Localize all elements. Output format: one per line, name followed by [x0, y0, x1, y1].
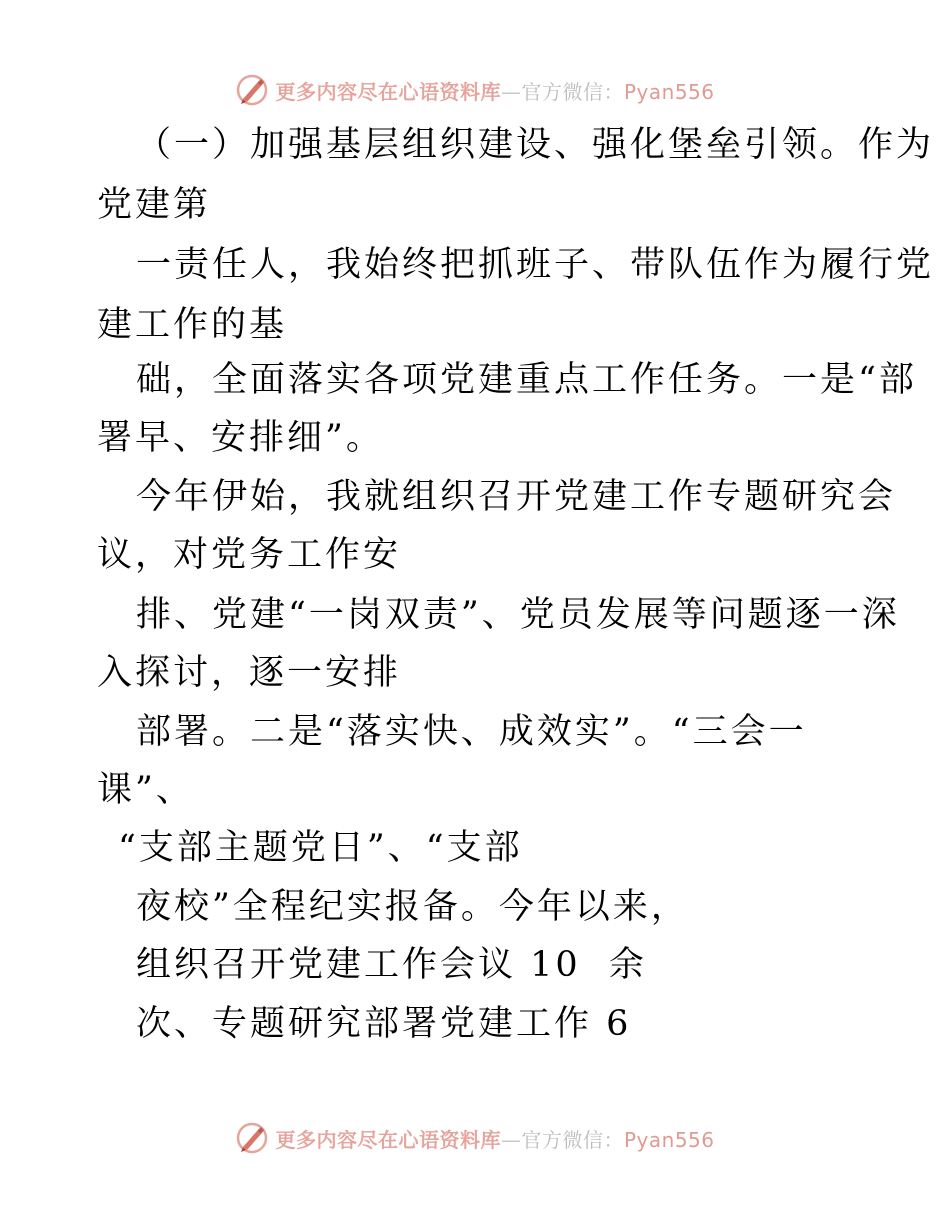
text-line: 部署。二是“落实快、成效实”。“三会一	[136, 712, 807, 752]
text-line: 署早、安排细”。	[97, 418, 384, 458]
watermark-wechat-label: 官方微信：	[521, 79, 624, 104]
text-line: 夜校”全程纪实报备。今年以来，	[136, 887, 689, 927]
watermark-main: 更多内容尽在心语资料库	[275, 1127, 501, 1152]
text-line: 入探讨，逐一安排	[97, 653, 402, 693]
text-line: 课”、	[97, 770, 194, 810]
text-line: （一）加强基层组织建设、强化堡垒引领。作为	[136, 125, 935, 165]
watermark-wechat-label: 官方微信：	[521, 1127, 624, 1152]
watermark-main: 更多内容尽在心语资料库	[275, 79, 501, 104]
text-line: 次、专题研究部署党建工作 6	[136, 1004, 632, 1044]
text-line: 础，全面落实各项党建重点工作任务。一是“部	[136, 360, 917, 400]
watermark-text	[275, 1124, 714, 1153]
watermark-wechat-id: Pyan556	[623, 79, 715, 104]
text-line: 党建第	[97, 185, 212, 225]
watermark-text	[275, 76, 714, 105]
text-line: 一责任人，我始终把抓班子、带队伍作为履行党	[136, 245, 935, 285]
text-line: 排、党建“一岗双责”、党员发展等问题逐一深	[136, 595, 900, 635]
pen-logo-icon	[235, 73, 269, 107]
watermark-dash: —	[500, 79, 522, 104]
text-line: 建工作的基	[97, 305, 288, 345]
pen-logo-icon	[235, 1121, 269, 1155]
text-line: 组织召开党建工作会议 10 余	[136, 945, 647, 985]
watermark-dash: —	[500, 1127, 522, 1152]
watermark-header	[0, 70, 950, 110]
text-line: 议，对党务工作安	[97, 535, 402, 575]
text-line: “支部主题党日”、“支部	[118, 828, 523, 868]
text-line: 今年伊始，我就组织召开党建工作专题研究会	[136, 477, 897, 517]
watermark-footer	[0, 1118, 950, 1158]
watermark-wechat-id: Pyan556	[623, 1127, 715, 1152]
